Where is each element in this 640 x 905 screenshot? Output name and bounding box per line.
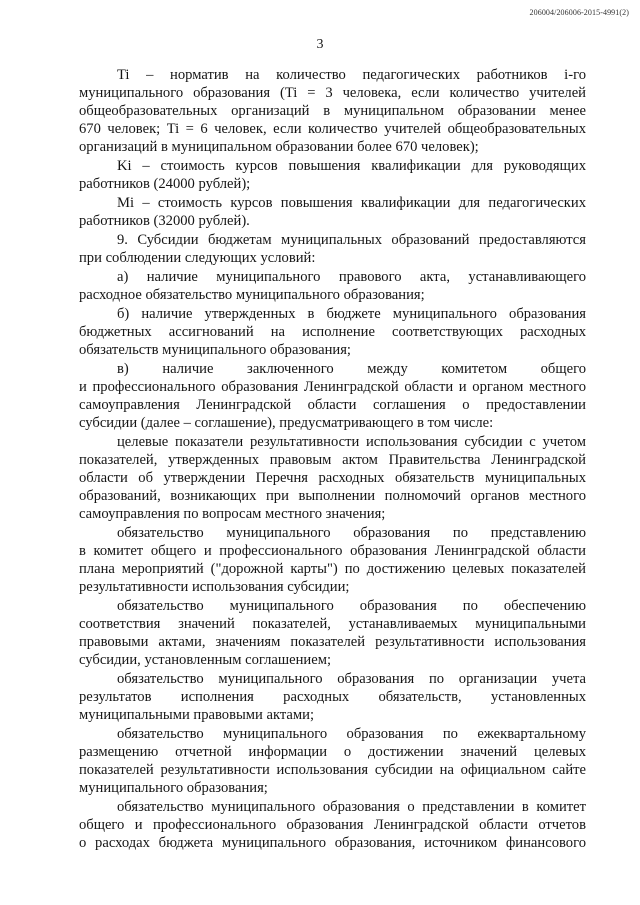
paragraph-line: результативности использования субсидии; [79,579,350,595]
paragraph-line: показателей, утвержденных правовым актом Правительства Ленинградской [79,452,586,468]
paragraph-line: плана мероприятий ("дорожной карты") по достижению целевых показателей [79,561,586,577]
paragraph-line: в комитет общего и профессионального образования Ленинградской области [79,543,586,559]
document-registration-code: 206004/206006-2015-4991(2) [529,8,629,17]
paragraph-line: самоуправления по вопросам местного значения; [79,506,386,522]
paragraph-line: показателей результативности использования субсидии на официальном сайте [79,762,586,778]
paragraph-line: правовыми актами, значениям показателей результативности использования [79,634,586,650]
paragraph-first-line: Ti – норматив на количество педагогических работников i-го [117,67,586,83]
paragraph-line: области об утверждении Перечня расходных обязательств муниципальных [79,470,586,486]
paragraph-first-line: целевые показатели результативности использования субсидии с учетом [117,434,586,450]
paragraph-line: при соблюдении следующих условий: [79,250,316,266]
paragraph-line: расходное обязательство муниципального образования; [79,287,425,303]
paragraph-line: бюджетных ассигнований на исполнение соответствующих расходных [79,324,586,340]
paragraph-first-line: в) наличие заключенного между комитетом общего [117,361,586,377]
paragraph-first-line: б) наличие утвержденных в бюджете муниципального образования [117,306,586,322]
paragraph-line: размещению отчетной информации о достижении значений целевых [79,744,586,760]
paragraph-first-line: а) наличие муниципального правового акта, устанавливающего [117,269,586,285]
paragraph-line: муниципальными правовыми актами; [79,707,315,723]
paragraph-line: субсидии (далее – соглашение), предусматривающего в том числе: [79,415,494,431]
paragraph-first-line: Ki – стоимость курсов повышения квалификации для руководящих [117,158,586,174]
paragraph-line: работников (32000 рублей). [79,213,250,229]
paragraph-line: и профессионального образования Ленинградской области и органом местного [79,379,586,395]
paragraph-line: работников (24000 рублей); [79,176,251,192]
paragraph-line: обязательств муниципального образования; [79,342,351,358]
paragraph-line: субсидии, установленным соглашением; [79,652,332,668]
paragraph-line: муниципального образования; [79,780,268,796]
paragraph-first-line: обязательство муниципального образования по ежеквартальному [117,726,586,742]
paragraph-first-line: обязательство муниципального образования по организации учета [117,671,586,687]
paragraph-line: соответствия значений показателей, устанавливаемых муниципальными [79,616,586,632]
paragraph-first-line: Mi – стоимость курсов повышения квалификации для педагогических [117,195,586,211]
paragraph-line: о расходах бюджета муниципального образования, источником финансового [79,835,586,851]
paragraph-line: общего и профессионального образования Ленинградской области отчетов [79,817,586,833]
paragraph-first-line: обязательство муниципального образования по представлению [117,525,586,541]
paragraph-line: муниципального образования (Ti = 3 человека, если количество учителей [79,85,586,101]
paragraph-line: образований, возникающих при выполнении полномочий органов местного [79,488,586,504]
paragraph-line: 670 человек; Ti = 6 человек, если количество учителей общеобразовательных [79,121,586,137]
paragraph-first-line: 9. Субсидии бюджетам муниципальных образований предоставляются [117,232,586,248]
paragraph-line: общеобразовательных организаций в муниципальном образовании менее [79,103,586,119]
paragraph-line: самоуправления Ленинградской области соглашения о предоставлении [79,397,586,413]
page-number: 3 [316,37,324,52]
paragraph-line: организаций в муниципальном образовании более 670 человек); [79,139,479,155]
paragraph-first-line: обязательство муниципального образования по обеспечению [117,598,586,614]
paragraph-line: результатов исполнения расходных обязательств, установленных [79,689,586,705]
document-body [79,66,586,852]
paragraph-first-line: обязательство муниципального образования о представлении в комитет [117,799,586,815]
